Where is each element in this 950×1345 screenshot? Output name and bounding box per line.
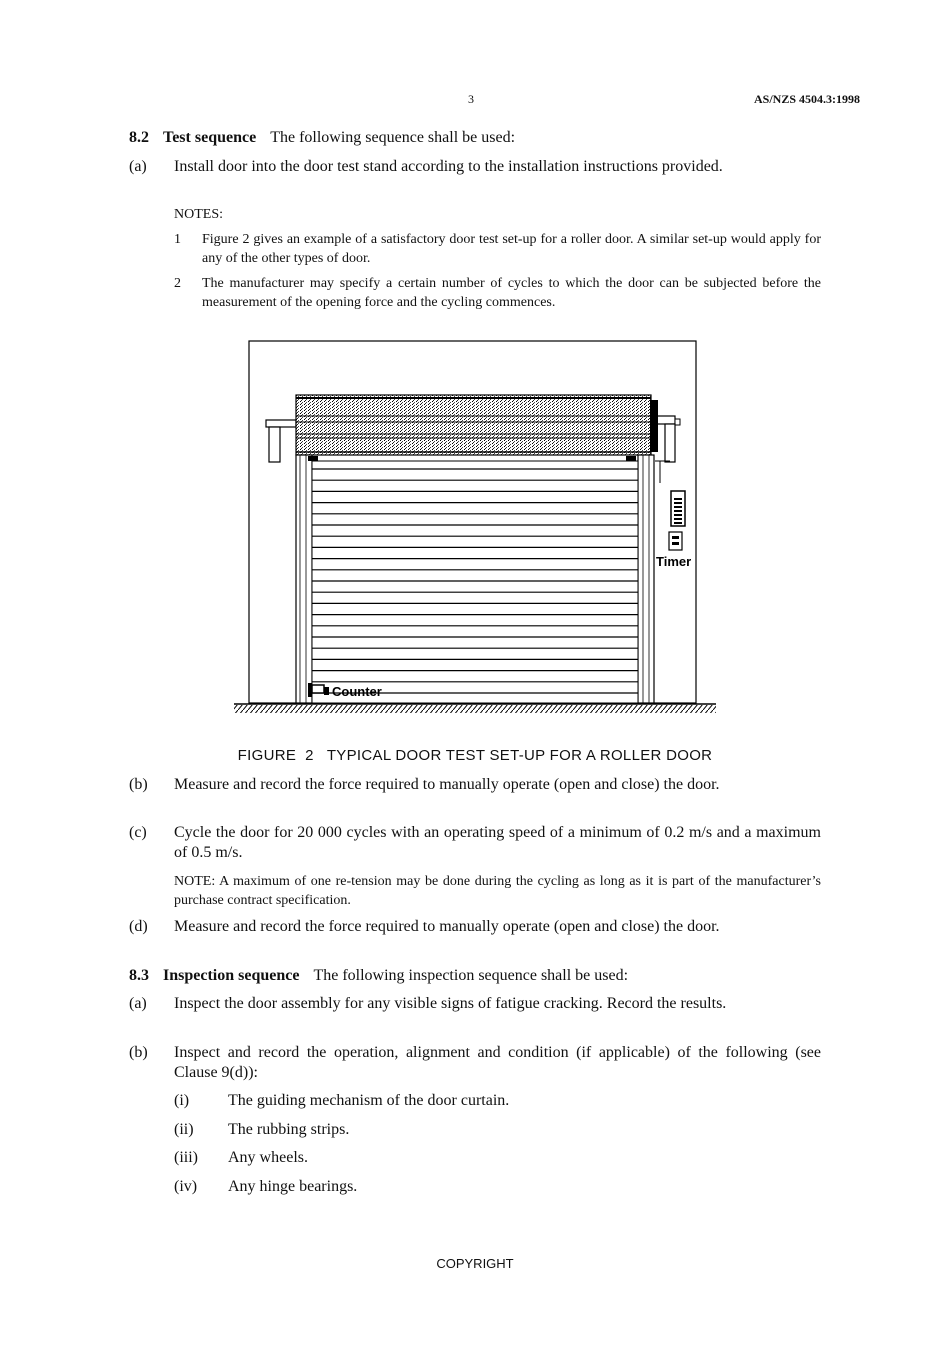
item-text: Measure and record the force required to manually operate (open and close) the door. xyxy=(174,776,720,793)
item-label: (b) xyxy=(129,776,148,793)
timer-display-bar xyxy=(674,506,682,508)
sub-item-label: (i) xyxy=(174,1092,190,1109)
item-label: (c) xyxy=(129,824,147,841)
sub-item-text: Any hinge bearings. xyxy=(228,1178,358,1195)
sub-item-text: Any wheels. xyxy=(228,1149,308,1166)
timer-display-bar xyxy=(674,514,682,516)
ground-hatch xyxy=(234,705,716,713)
counter-label: Counter xyxy=(332,684,382,699)
item-text: Measure and record the force required to manually operate (open and close) the door. xyxy=(174,918,720,935)
item-text: Inspect the door assembly for any visible signs of fatigue cracking. Record the results. xyxy=(174,995,727,1012)
note-c: NOTE: A maximum of one re-tension may be done during the cycling as long as it is part of the manufacturer’s purchase contract specification. xyxy=(174,874,821,908)
note-number: 1 xyxy=(174,232,181,247)
roller-drum xyxy=(296,395,658,455)
section-8-3-heading xyxy=(129,966,628,986)
item-text: Cycle the door for 20 000 cycles with an operating speed of a minimum of 0.2 m/s and a maximum of 0.5 m/s. xyxy=(174,824,821,861)
sub-item-text: The rubbing strips. xyxy=(228,1121,350,1138)
section-number: 8.2 xyxy=(129,129,149,146)
timer-display-bar xyxy=(674,502,682,504)
timer-label: Timer xyxy=(656,554,692,569)
section-title: Inspection sequence xyxy=(163,967,300,984)
item-label: (a) xyxy=(129,158,147,175)
standard-reference: AS/NZS 4504.3:1998 xyxy=(753,92,860,106)
section-number: 8.3 xyxy=(129,967,149,984)
sub-item-label: (iv) xyxy=(174,1178,198,1195)
note-number: 2 xyxy=(174,276,181,291)
timer-display-bar xyxy=(674,510,682,512)
section-intro: The following inspection sequence shall be used: xyxy=(313,967,629,984)
item-label: (b) xyxy=(129,1044,148,1061)
sub-item-label: (ii) xyxy=(174,1121,194,1138)
note-text: Figure 2 gives an example of a satisfactory door test set-up for a roller door. A similar set-up would apply for any of the other types of door. xyxy=(202,232,821,266)
item-text: Inspect and record the operation, alignment and condition (if applicable) of the following (see Clause 9(d)): xyxy=(174,1044,821,1081)
timer-display-bar xyxy=(674,522,682,524)
page-number: 3 xyxy=(468,92,474,106)
notes-heading: NOTES: xyxy=(174,207,223,222)
roller-door-test-figure xyxy=(228,338,723,723)
sub-item-text: The guiding mechanism of the door curtain. xyxy=(228,1092,510,1109)
door-curtain xyxy=(312,461,638,703)
section-title: Test sequence xyxy=(163,129,257,146)
item-label: (a) xyxy=(129,995,147,1012)
section-intro: The following sequence shall be used: xyxy=(270,129,516,146)
sub-item-label: (iii) xyxy=(174,1149,198,1166)
note-text: The manufacturer may specify a certain number of cycles to which the door can be subjected before the measurement of the opening force and the cycling commences. xyxy=(202,276,821,310)
timer-display-bar xyxy=(674,498,682,500)
timer-display-bar xyxy=(674,518,682,520)
item-text: Install door into the door test stand according to the installation instructions provided. xyxy=(174,158,723,175)
figure-caption: FIGURE 2 TYPICAL DOOR TEST SET-UP FOR A ROLLER DOOR xyxy=(237,747,713,764)
section-8-2-heading xyxy=(129,128,515,148)
copyright-footer: COPYRIGHT xyxy=(436,1256,514,1271)
item-label: (d) xyxy=(129,918,148,935)
